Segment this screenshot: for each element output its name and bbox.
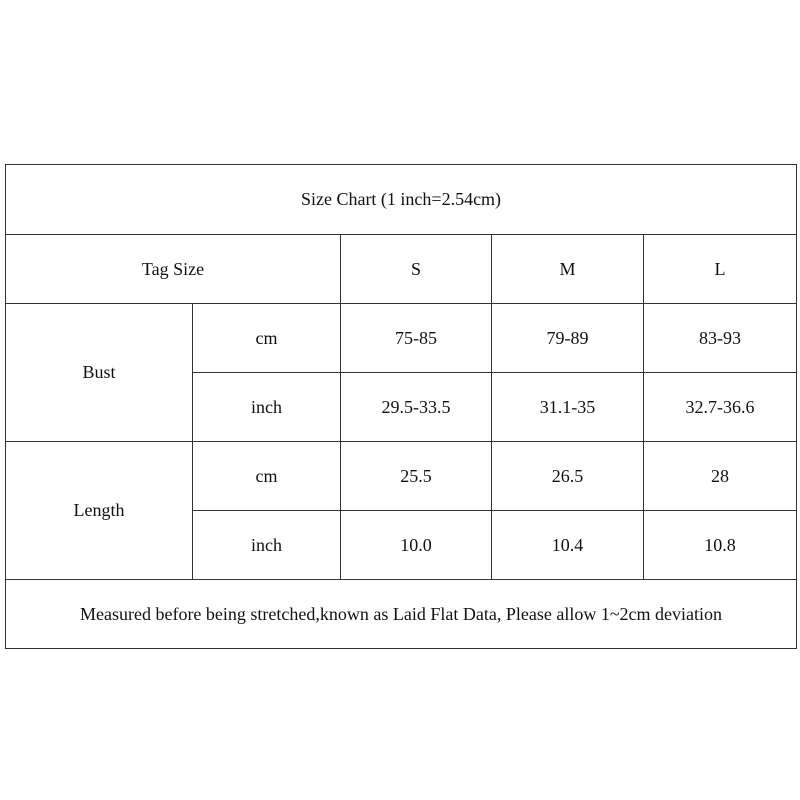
note-row: [6, 580, 797, 649]
value-cell: 83-93: [644, 304, 797, 373]
size-header-s: S: [341, 235, 492, 304]
unit-label: inch: [193, 373, 341, 442]
size-header-m: M: [492, 235, 644, 304]
value-cell: 29.5-33.5: [341, 373, 492, 442]
tag-size-label: Tag Size: [6, 235, 341, 304]
unit-label: cm: [193, 442, 341, 511]
value-cell: 10.4: [492, 511, 644, 580]
table-row: [6, 442, 797, 511]
size-header-l: L: [644, 235, 797, 304]
unit-label: inch: [193, 511, 341, 580]
value-cell: 28: [644, 442, 797, 511]
value-cell: 10.0: [341, 511, 492, 580]
measure-label-length: Length: [6, 442, 193, 580]
unit-label: cm: [193, 304, 341, 373]
chart-title: Size Chart (1 inch=2.54cm): [6, 165, 797, 235]
size-chart-table: [5, 164, 797, 649]
measure-label-bust: Bust: [6, 304, 193, 442]
value-cell: 32.7-36.6: [644, 373, 797, 442]
value-cell: 31.1-35: [492, 373, 644, 442]
measurement-note: Measured before being stretched,known as Laid Flat Data, Please allow 1~2cm deviation: [6, 580, 797, 649]
value-cell: 25.5: [341, 442, 492, 511]
value-cell: 79-89: [492, 304, 644, 373]
value-cell: 75-85: [341, 304, 492, 373]
header-row: [6, 235, 797, 304]
value-cell: 26.5: [492, 442, 644, 511]
value-cell: 10.8: [644, 511, 797, 580]
title-row: [6, 165, 797, 235]
table-row: [6, 304, 797, 373]
